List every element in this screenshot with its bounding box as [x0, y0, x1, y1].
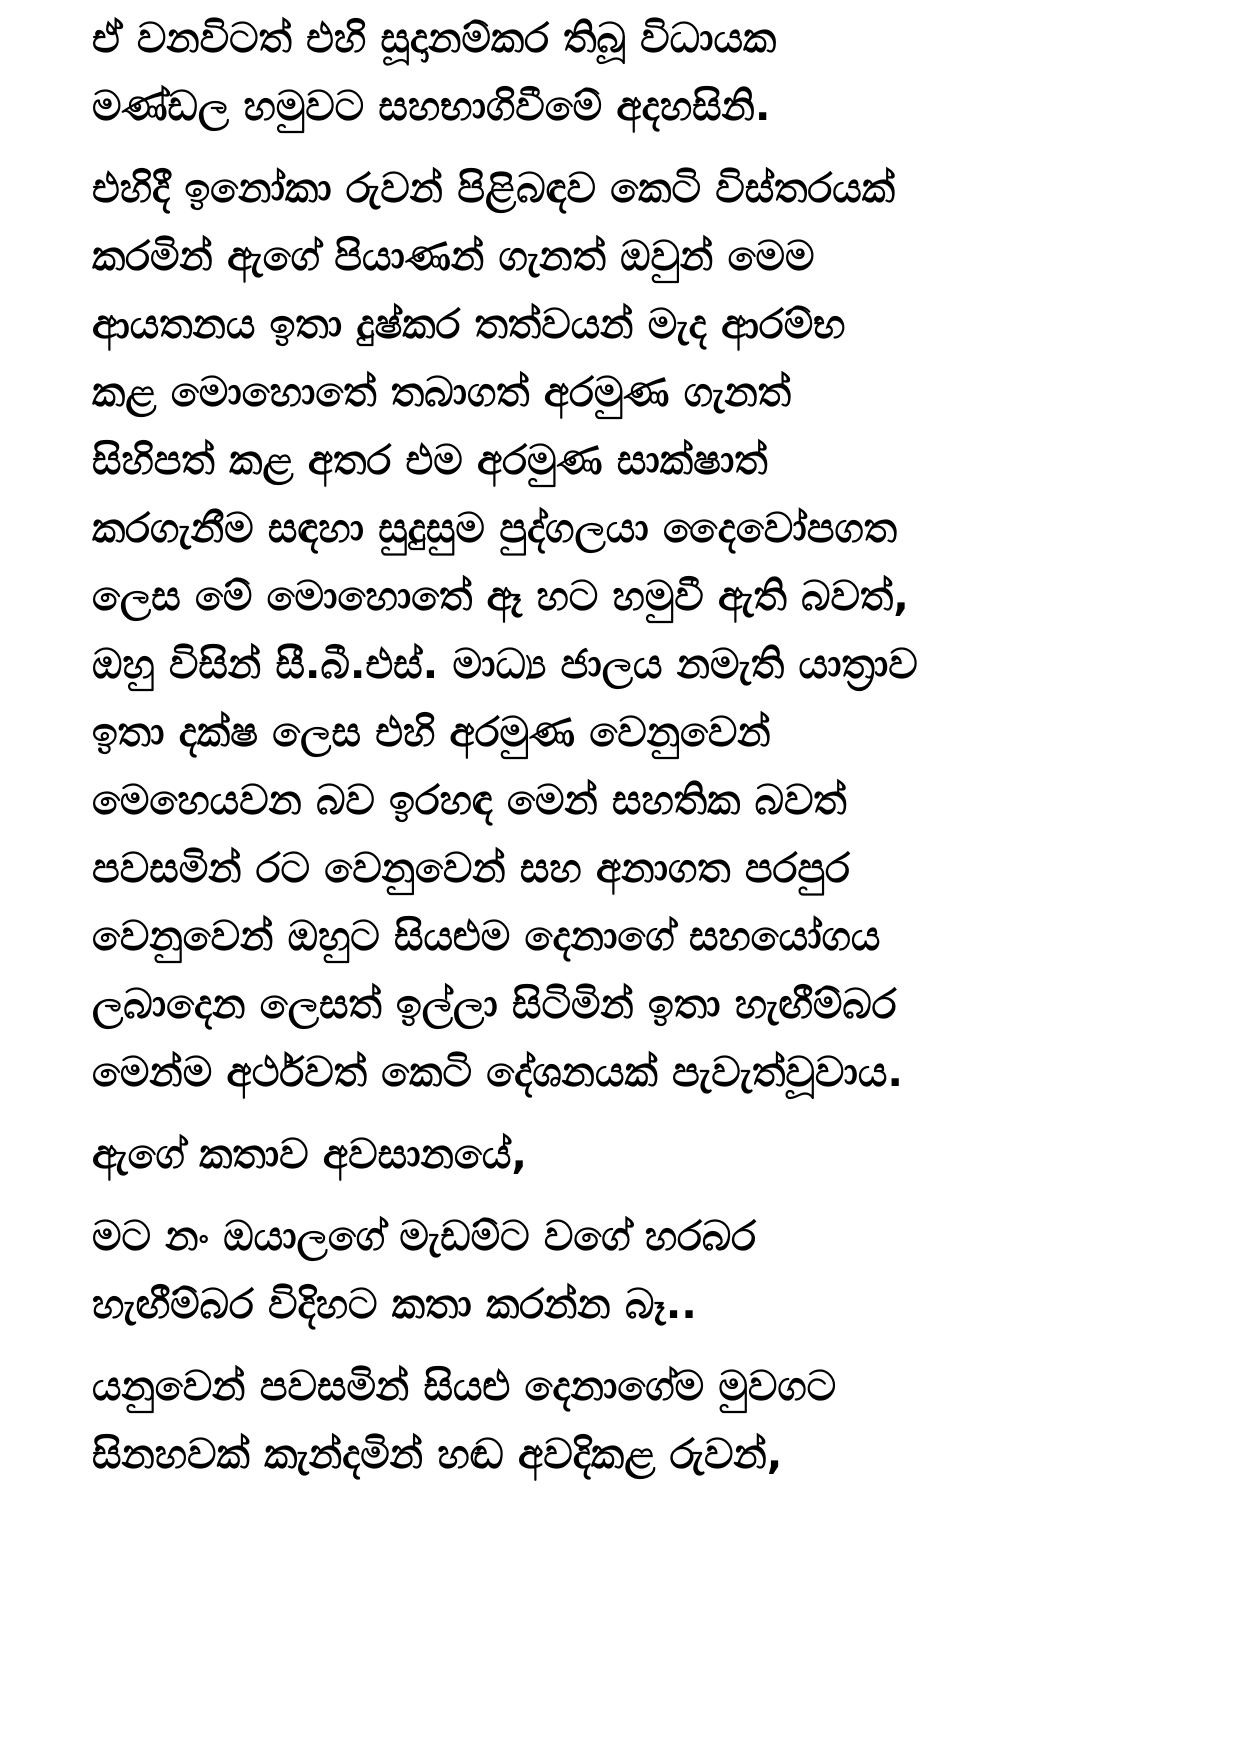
paragraph-1-line-1: ඒ වනවිටත් එහි සූදානම්කර තිබූ විධායක: [92, 14, 777, 62]
paragraph-2-line-7: ලෙස මේ මොහොතේ ඈ හට හමුවී ඇති බවත්,: [92, 572, 909, 620]
paragraph-3-line-1: ඇගේ කතාව අවසානයේ,: [92, 1130, 527, 1178]
paragraph-2-line-14: මෙන්ම අර්ථවත් කෙටි දේශනයක් පැවැත්වූවාය.: [92, 1048, 903, 1096]
paragraph-5-line-1: යනුවෙන් පවසමින් සියළු දෙනාගේම මුවගට: [92, 1362, 837, 1410]
paragraph-5-line-2: සිනහවක් කැන්දමින් හඬ අවදිකළ රුවන්,: [92, 1430, 783, 1478]
paragraph-2-line-4: කළ මොහොතේ තබාගත් අරමුණ ගැනත්: [92, 368, 792, 416]
paragraph-2-line-9: ඉතා දක්ෂ ලෙස එහි අරමුණ වෙනුවෙන්: [92, 708, 771, 756]
paragraph-4-line-2: හැඟීම්බර විදිහට කතා කරන්න බෑ..: [92, 1280, 697, 1328]
paragraph-2-line-2: කරමින් ඇගේ පියාණන් ගැනත් ඔවුන් මෙම: [92, 232, 815, 280]
paragraph-2-line-13: ලබාදෙන ලෙසත් ඉල්ලා සිටිමින් ඉතා හැඟීම්බර: [92, 980, 897, 1028]
paragraph-1-line-2: මණ්ඩල හමුවට සහභාගිවීමේ අදහසිනි.: [92, 82, 771, 130]
paragraph-2-line-10: මෙහෙයවන බව ඉරහඳ මෙන් සහතික බවත්: [92, 776, 847, 824]
paragraph-2-line-3: ආයතනය ඉතා දුෂ්කර තත්වයන් මැද ආරම්භ: [92, 300, 846, 348]
paragraph-2-line-8: ඔහු විසින් සී.බී.එස්. මාධ්‍ය ජාලය නමැති යාත්‍රාව: [92, 640, 918, 688]
paragraph-2-line-1: එහිදී ඉනෝකා රුවන් පිළිබඳව කෙටි විස්තරයක්: [92, 164, 896, 212]
paragraph-2-line-12: වෙනුවෙන් ඔහුට සියළුම දෙනාගේ සහයෝගය: [92, 912, 881, 960]
paragraph-2-line-5: සිහිපත් කළ අතර එම අරමුණ සාක්ෂාත්: [92, 436, 768, 484]
paragraph-4-line-1: මට නං ඔයාලගේ මැඩම්ට වගේ හරබර: [92, 1212, 756, 1260]
paragraph-2-line-6: කරගැනීම සඳහා සුදුසුම පුද්ගලයා දෛවෝපගත: [92, 504, 898, 552]
paragraph-2-line-11: පවසමින් රට වෙනුවෙන් සහ අනාගත පරපුර: [92, 844, 850, 892]
